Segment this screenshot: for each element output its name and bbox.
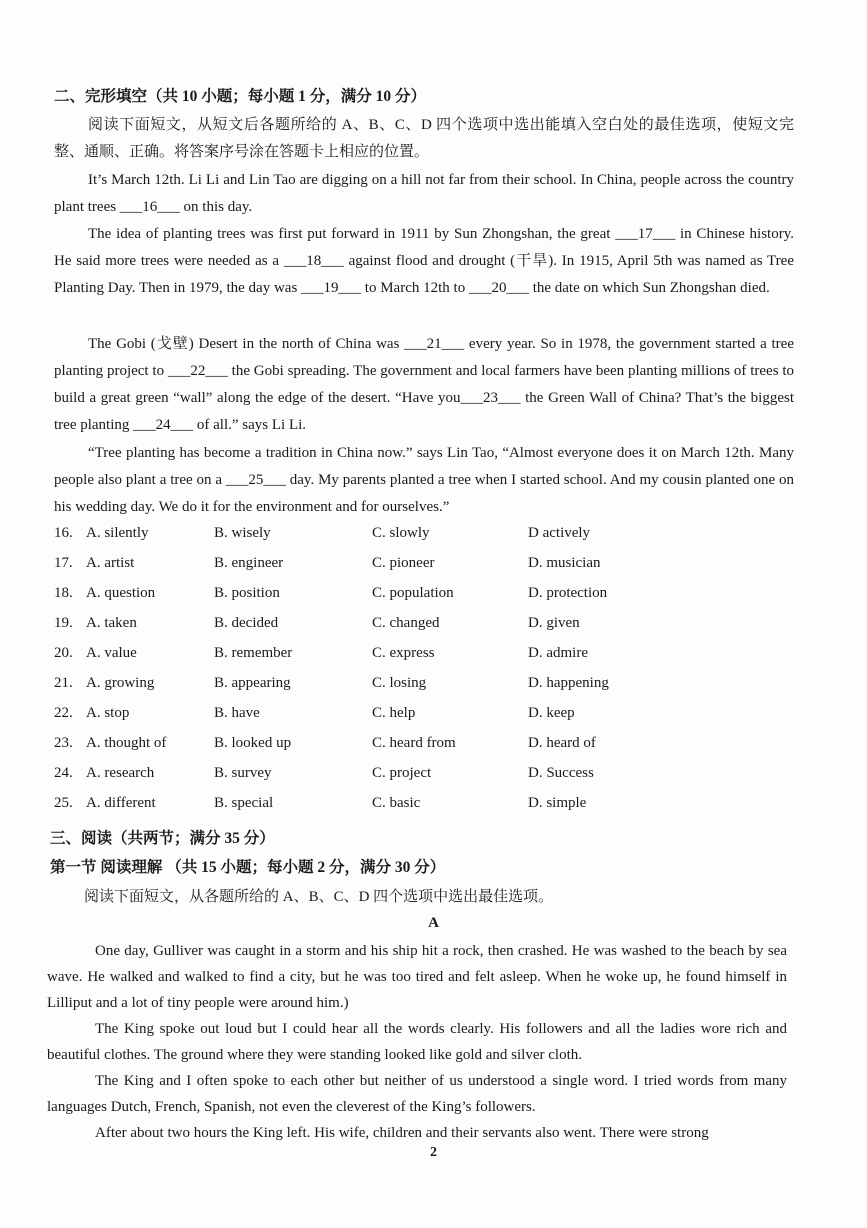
option-b: B. wisely: [214, 525, 271, 541]
option-row: [54, 795, 794, 825]
question-number: 19.: [54, 615, 73, 631]
option-d: D. protection: [528, 585, 608, 601]
option-a: A. value: [86, 645, 137, 661]
question-number: 16.: [54, 525, 73, 541]
option-c: C. slowly: [372, 525, 430, 541]
option-c: C. population: [372, 585, 454, 601]
passage-paragraph-2: The King spoke out loud but I could hear all the words clearly. His followers and all the ladies wore rich and beautiful clothes. The ground where they were standing looked like gold and silver cloth.: [47, 1021, 787, 1064]
option-d: D. heard of: [528, 735, 596, 751]
question-number: 18.: [54, 585, 73, 601]
option-d: D. Success: [528, 765, 594, 781]
option-row: [54, 645, 794, 675]
option-row: [54, 675, 794, 705]
option-c: C. basic: [372, 795, 421, 811]
passage-paragraph-1: One day, Gulliver was caught in a storm and his ship hit a rock, then crashed. He was washed to the beach by sea wave. He walked and walked to find a city, but he was too tired and felt asleep. When he woke up, he found himself in Lilliput and a lot of tiny people were around him.): [47, 943, 787, 1012]
option-d: D. simple: [528, 795, 587, 811]
option-d: D actively: [528, 525, 591, 541]
option-b: B. decided: [214, 615, 279, 631]
option-c: C. pioneer: [372, 555, 435, 571]
cloze-paragraph-4: “Tree planting has become a tradition in China now.” says Lin Tao, “Almost everyone does it on March 12th. Many people also plant a tree on a ___25___ day. My parents planted a tree when I started school. And my cousin planted one on his wedding day. We do it for the environment and for ourselves.”: [54, 445, 794, 515]
option-row: [54, 555, 794, 585]
option-a: A. silently: [86, 525, 149, 541]
part3-heading: 三、阅读（共两节；满分 35 分）: [50, 830, 275, 847]
option-row: [54, 705, 794, 735]
question-number: 24.: [54, 765, 73, 781]
option-b: B. position: [214, 585, 280, 601]
option-b: B. appearing: [214, 675, 291, 691]
option-a: A. research: [86, 765, 155, 781]
page-number: 2: [430, 1145, 437, 1160]
option-row: [54, 525, 794, 555]
option-d: D. admire: [528, 645, 588, 661]
option-a: A. question: [86, 585, 156, 601]
passage-paragraph-3: The King and I often spoke to each other but neither of us understood a single word. I tried words from many languages Dutch, French, Spanish, not even the cleverest of the King’s followers.: [47, 1073, 787, 1116]
option-a: A. stop: [86, 705, 130, 721]
option-b: B. remember: [214, 645, 293, 661]
question-number: 21.: [54, 675, 73, 691]
option-c: C. heard from: [372, 735, 456, 751]
cloze-paragraph-3: The Gobi (戈壁) Desert in the north of China was ___21___ every year. So in 1978, the government started a tree planting project to ___22___ the Gobi spreading. The government and local farmers have been planting millions of trees to build a great green “wall” along the edge of the desert. “Have you___23___ the Green Wall of China? That’s the biggest tree planting ___24___ of all.” says Li Li.: [54, 336, 794, 433]
passage-label: A: [428, 915, 439, 931]
option-b: B. special: [214, 795, 274, 811]
option-b: B. have: [214, 705, 260, 721]
option-c: C. help: [372, 705, 416, 721]
option-b: B. looked up: [214, 735, 292, 751]
option-c: C. express: [372, 645, 435, 661]
option-d: D. keep: [528, 705, 575, 721]
option-a: A. taken: [86, 615, 137, 631]
part2-instructions: 阅读下面短文，从短文后各题所给的 A、B、C、D 四个选项中选出能填入空白处的最佳选项，使短文完整、通顺、正确。将答案序号涂在答题卡上相应的位置。: [54, 117, 794, 160]
option-a: A. different: [86, 795, 156, 811]
option-row: [54, 735, 794, 765]
section1-heading: 第一节 阅读理解 （共 15 小题；每小题 2 分，满分 30 分）: [50, 859, 446, 876]
part3-instructions: 阅读下面短文，从各题所给的 A、B、C、D 四个选项中选出最佳选项。: [84, 889, 554, 905]
option-c: C. losing: [372, 675, 427, 691]
question-number: 23.: [54, 735, 73, 751]
option-b: B. engineer: [214, 555, 284, 571]
question-number: 17.: [54, 555, 73, 571]
question-number: 22.: [54, 705, 73, 721]
option-d: D. musician: [528, 555, 601, 571]
option-d: D. given: [528, 615, 580, 631]
cloze-paragraph-2: The idea of planting trees was first put forward in 1911 by Sun Zhongshan, the great ___17___ in Chinese history. He said more trees were needed as a ___18___ against flood and drought (干旱). In 1915, April 5th was named as Tree Planting Day. Then in 1979, the day was ___19___ to March 12th to ___20___ the date on which Sun Zhongshan died.: [54, 226, 794, 296]
option-a: A. growing: [86, 675, 155, 691]
option-b: B. survey: [214, 765, 272, 781]
question-number: 20.: [54, 645, 73, 661]
question-number: 25.: [54, 795, 73, 811]
option-row: [54, 615, 794, 645]
option-a: A. artist: [86, 555, 135, 571]
option-d: D. happening: [528, 675, 609, 691]
option-row: [54, 585, 794, 615]
option-row: [54, 765, 794, 795]
passage-paragraph-4: After about two hours the King left. His wife, children and their servants also went. There were strong: [95, 1125, 709, 1141]
part2-heading: 二、完形填空（共 10 小题；每小题 1 分，满分 10 分）: [54, 88, 427, 105]
option-c: C. changed: [372, 615, 440, 631]
option-c: C. project: [372, 765, 432, 781]
option-a: A. thought of: [86, 735, 167, 751]
cloze-paragraph-1: It’s March 12th. Li Li and Lin Tao are digging on a hill not far from their school. In China, people across the country plant trees ___16___ on this day.: [54, 172, 794, 215]
